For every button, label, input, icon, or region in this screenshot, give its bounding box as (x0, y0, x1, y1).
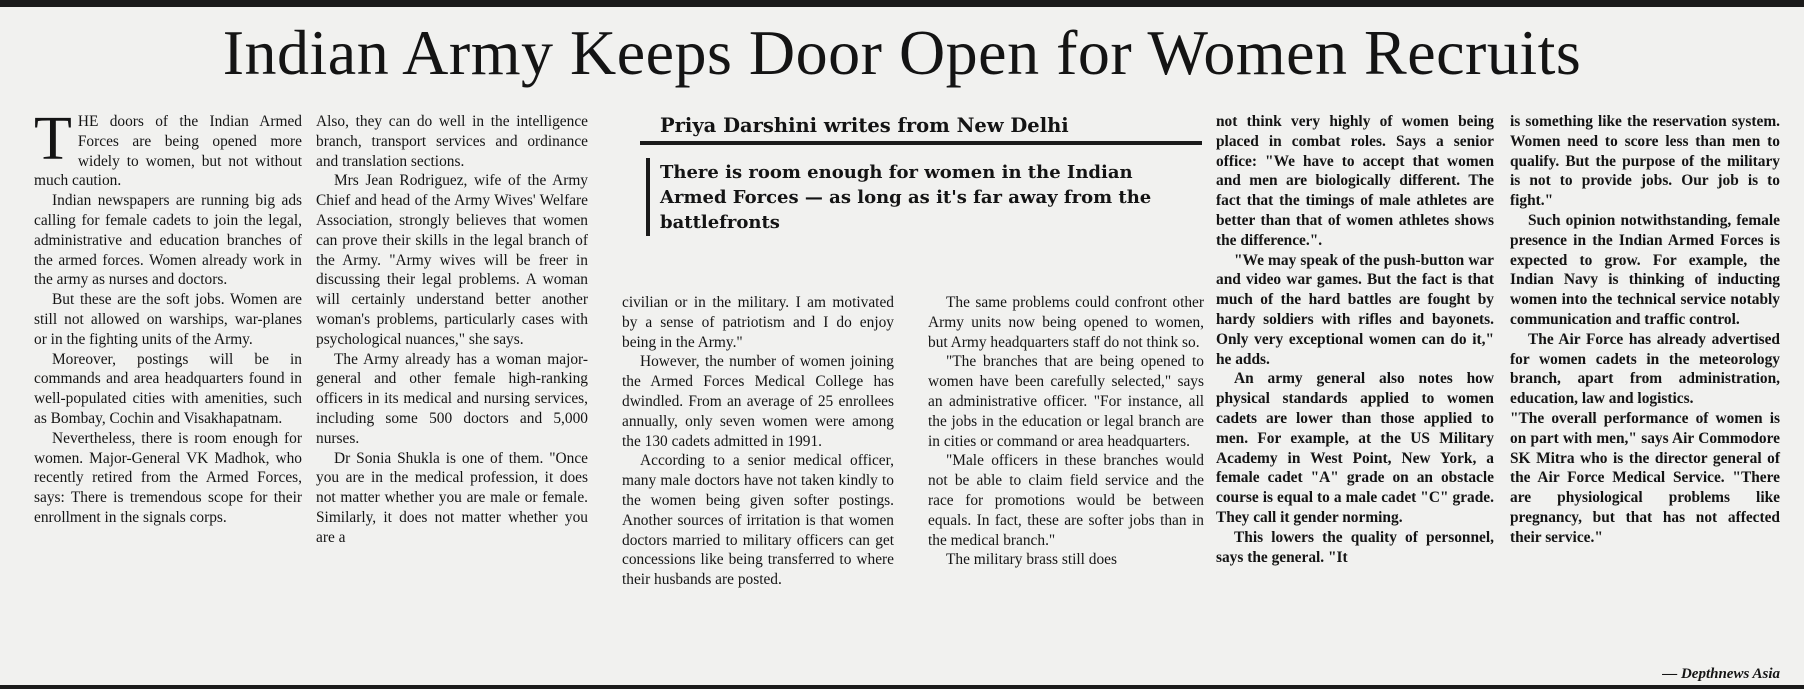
paragraph: But these are the soft jobs. Women are still not allowed on warships, war-planes or in the fighting units of the Army. (34, 291, 302, 348)
paragraph: civilian or in the military. I am motivated by a sense of patriotism and I do enjoy being in the Army." (622, 294, 894, 351)
source-credit: — Depthnews Asia (1662, 666, 1780, 682)
deck-rule (646, 158, 650, 236)
article-column-1 (34, 105, 302, 528)
deck: There is room enough for women in the Indian Armed Forces — as long as it's far away from the battlefronts (660, 162, 1152, 233)
article-column-5 (1216, 112, 1494, 567)
paragraph: The Air Force has already advertised for women cadets in the meteorology branch, apart from administration, education, law and logistics. (1510, 330, 1780, 408)
paragraph: The Army already has a woman major-general and other female high-ranking officers in its medical and nursing services, including some 500 doctors and 5,000 nurses. (316, 350, 588, 447)
bottom-rule (0, 685, 1804, 689)
drop-cap: T (34, 105, 72, 173)
article-column-4 (928, 293, 1204, 570)
paragraph: Mrs Jean Rodriguez, wife of the Army Chief and head of the Army Wives' Welfare Association, strongly believes that women can prove their skills in the legal branch of the Army. "Army wives will be freer in discussing their legal problems. A woman will certainly understand better another woman's problems, particularly cases with psychological nuances," she says. (316, 172, 588, 348)
paragraph: is something like the reservation system. Women need to score less than men to qualify. But the purpose of the military is not to provide jobs. Our job is to fight." (1510, 113, 1780, 210)
paragraph: Dr Sonia Shukla is one of them. "Once you are in the medical profession, it does not matter whether you are male or female. Similarly, it does not matter whether you are a (316, 449, 588, 546)
paragraph: This lowers the quality of personnel, says the general. "It (1216, 528, 1494, 566)
paragraph: "Male officers in these branches would not be able to claim field service and the race for promotions would be between equals. In fact, these are softer jobs than in the medical branch." (928, 452, 1204, 549)
paragraph: Moreover, postings will be in commands and area headquarters found in well-populated cities with amenities, such as Bombay, Cochin and Visakhapatnam. (34, 350, 302, 427)
article-column-3 (622, 293, 894, 590)
paragraph (34, 105, 302, 191)
top-rule (0, 0, 1804, 7)
paragraph: Indian newspapers are running big ads calling for female cadets to join the legal, administrative and education branches of the armed forces. Women already work in the army as nurses and doctors. (34, 192, 302, 289)
paragraph: The same problems could confront other Army units now being opened to women, but Army headquarters staff do not think so. (928, 294, 1204, 351)
paragraph: "The overall performance of women is on part with men," says Air Commodore SK Mitra who is the director general of the Air Force Medical Service. "There are physiological problems like pregnancy, but that has not affected their service." (1510, 409, 1780, 546)
byline-rule (640, 141, 1202, 145)
paragraph: "The branches that are being opened to women have been carefully selected," says an administrative officer. "For instance, all the jobs in the education or legal branch are in cities or command or area headquarters. (928, 353, 1204, 450)
article-column-2 (316, 112, 588, 548)
paragraph: An army general also notes how physical standards applied to women cadets are lower than those applied to men. For example, at the US Military Academy in West Point, New York, a female cadet "A" grade on an obstacle course is equal to a male cadet "C" grade. They call it gender norming. (1216, 370, 1494, 526)
byline: Priya Darshini writes from New Delhi (660, 114, 1069, 137)
headline: Indian Army Keeps Door Open for Women Recruits (222, 17, 1582, 88)
paragraph: Nevertheless, there is room enough for women. Major-General VK Madhok, who recently retired from the Armed Forces, says: There is tremendous scope for their enrollment in the signals corps. (34, 429, 302, 526)
paragraph: The military brass still does (946, 551, 1117, 569)
paragraph-text: HE doors of the Indian Armed Forces are being opened more widely to women, but not without much caution. (34, 113, 302, 190)
paragraph: Also, they can do well in the intelligence branch, transport services and ordinance and translation sections. (316, 113, 588, 170)
paragraph: not think very highly of women being placed in combat roles. Says a senior office: "We have to accept that women and men are biologically different. The fact that the timings of male athletes are better than that of women athletes shows the difference.". (1216, 113, 1494, 249)
paragraph: However, the number of women joining the Armed Forces Medical College has dwindled. From an average of 25 enrollees annually, only seven women were among the 130 cadets admitted in 1991. (622, 353, 894, 450)
article-column-6 (1510, 112, 1780, 548)
paragraph: According to a senior medical officer, many male doctors have not taken kindly to the women being given softer postings. Another sources of irritation is that women doctors married to military officers can get concessions like being transferred to where their husbands are posted. (622, 452, 894, 589)
paragraph: "We may speak of the push-button war and video war games. But the fact is that much of the hard battles are fought by hardy soldiers with rifles and bayonets. Only very exceptional women can do it," he adds. (1216, 251, 1494, 368)
paragraph: Such opinion notwithstanding, female presence in the Indian Armed Forces is expected to grow. For example, the Indian Navy is thinking of inducting women into the technical service notably communication and traffic control. (1510, 211, 1780, 328)
